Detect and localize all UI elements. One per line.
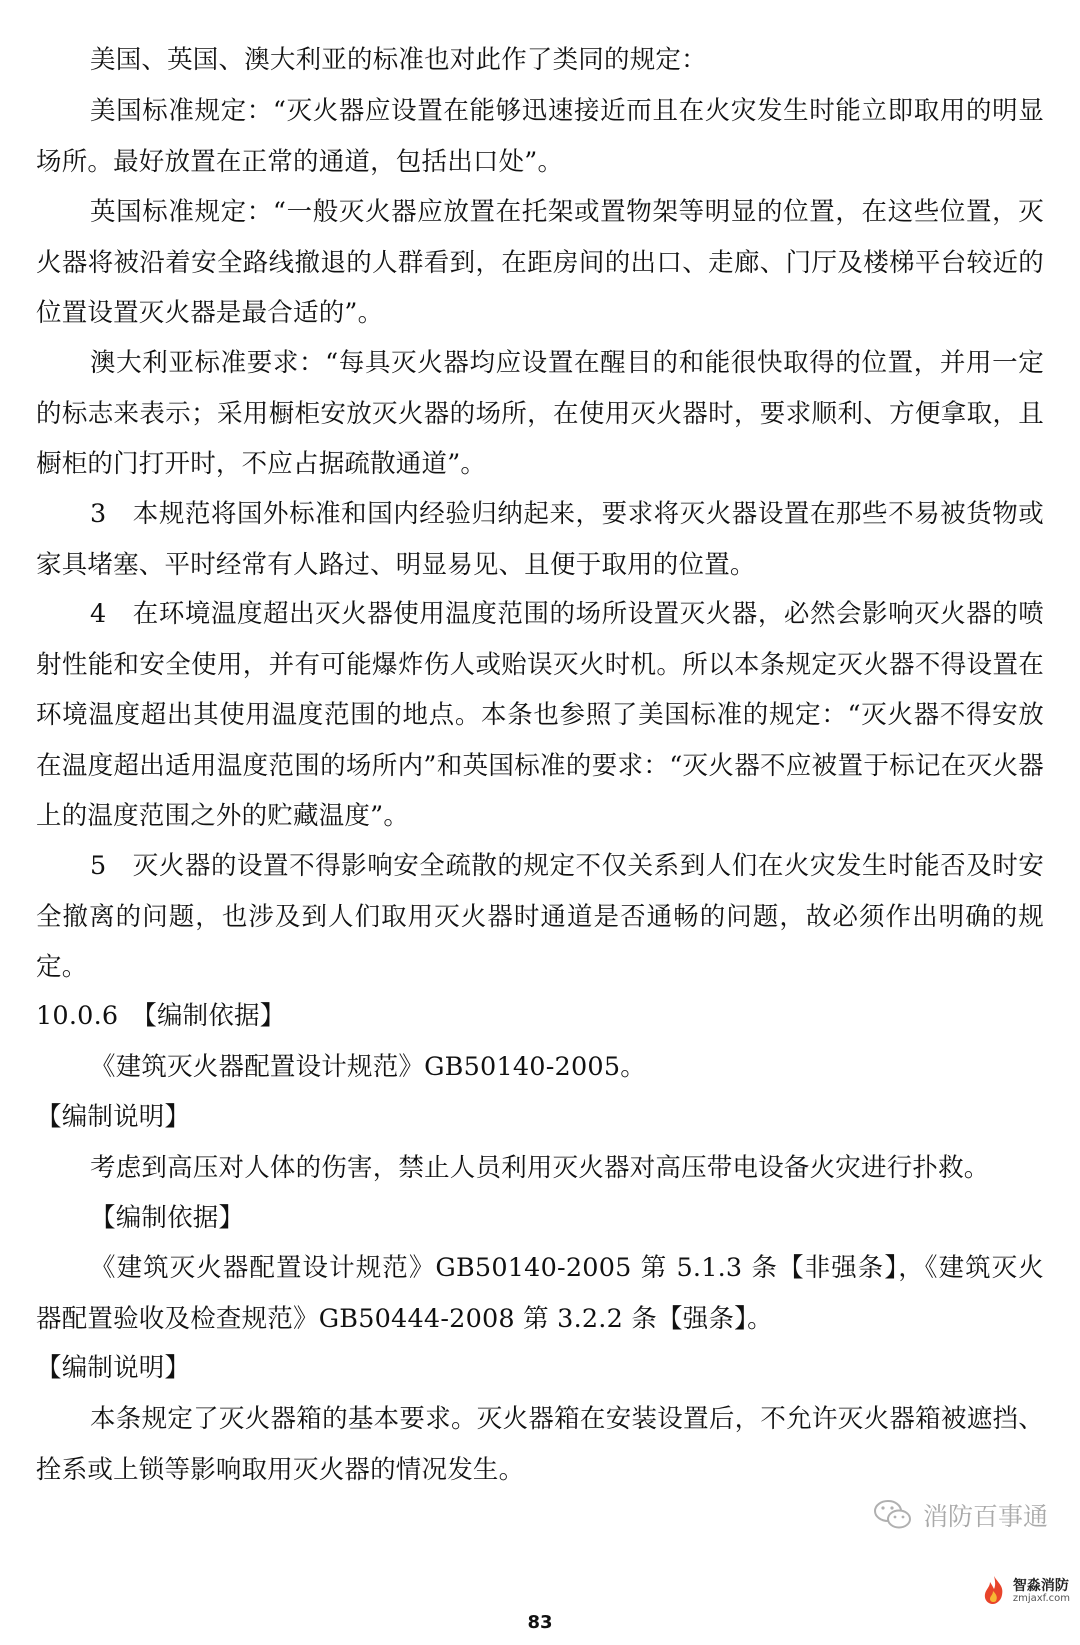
explanation-heading-1: 【编制说明】 <box>36 1102 191 1132</box>
paragraph-intro: 美国、英国、澳大利亚的标准也对此作了类同的规定： <box>90 45 707 75</box>
logo-url: zmjaxf.com <box>1012 1593 1070 1605</box>
paragraph-uk-standard: 英国标准规定：“一般灭火器应放置在托架或置物架等明显的位置，在这些位置，灭火器将被沿着安全路线撤退的人群看到，在距房间的出口、走廊、门厅及楼梯平台较近的位置设置灭火器是最合适的”。 <box>36 197 1044 328</box>
explanation-text-1: 考虑到高压对人体的伤害，禁止人员利用灭火器对高压带电设备火灾进行扑救。 <box>90 1153 990 1183</box>
site-logo[interactable] <box>981 1575 1070 1609</box>
watermark <box>873 1497 1048 1533</box>
wechat-icon <box>873 1499 913 1531</box>
explanation-text-2: 本条规定了灭火器箱的基本要求。灭火器箱在安装设置后，不允许灭火器箱被遮挡、拴系或上锁等影响取用灭火器的情况发生。 <box>36 1404 1044 1485</box>
page-number: 83 <box>527 1612 553 1633</box>
flame-logo-icon <box>981 1575 1007 1609</box>
basis-text-2: 《建筑灭火器配置设计规范》GB50140-2005 第 5.1.3 条【非强条】，《建筑灭火器配置验收及检查规范》GB50444-2008 第 3.2.2 条【强条】。 <box>36 1253 1044 1334</box>
paragraph-au-standard: 澳大利亚标准要求：“每具灭火器均应设置在醒目的和能很快取得的位置，并用一定的标志来表示；采用橱柜安放灭火器的场所，在使用灭火器时，要求顺利、方便拿取，且橱柜的门打开时，不应占据疏散通道”。 <box>36 348 1044 479</box>
basis-text-1: 《建筑灭火器配置设计规范》GB50140-2005。 <box>90 1052 646 1082</box>
paragraph-item-5: 5 灭火器的设置不得影响安全疏散的规定不仅关系到人们在火灾发生时能否及时安全撤离的问题，也涉及到人们取用灭火器时通道是否通畅的问题，故必须作出明确的规定。 <box>36 851 1044 982</box>
watermark-text: 消防百事通 <box>922 1502 1048 1531</box>
basis-heading-2: 【编制依据】 <box>90 1203 245 1233</box>
explanation-heading-2: 【编制说明】 <box>36 1353 191 1383</box>
paragraph-item-4: 4 在环境温度超出灭火器使用温度范围的场所设置灭火器，必然会影响灭火器的喷射性能和安全使用，并有可能爆炸伤人或贻误灭火时机。所以本条规定灭火器不得设置在环境温度超出其使用温度范围的地点。本条也参照了美国标准的规定：“灭火器不得安放在温度超出适用温度范围的场所内”和英国标准的要求：“灭火器不应被置于标记在灭火器上的温度范围之外的贮藏温度”。 <box>36 599 1044 831</box>
logo-name: 智淼消防 <box>1012 1578 1069 1595</box>
paragraph-item-3: 3 本规范将国外标准和国内经验归纳起来，要求将灭火器设置在那些不易被货物或家具堵塞、平时经常有人路过、明显易见、且便于取用的位置。 <box>36 499 1044 580</box>
section-heading-10-0-6: 10.0.6 【编制依据】 <box>36 1001 286 1031</box>
paragraph-us-standard: 美国标准规定：“灭火器应设置在能够迅速接近而且在火灾发生时能立即取用的明显场所。最好放置在正常的通道，包括出口处”。 <box>36 96 1044 177</box>
